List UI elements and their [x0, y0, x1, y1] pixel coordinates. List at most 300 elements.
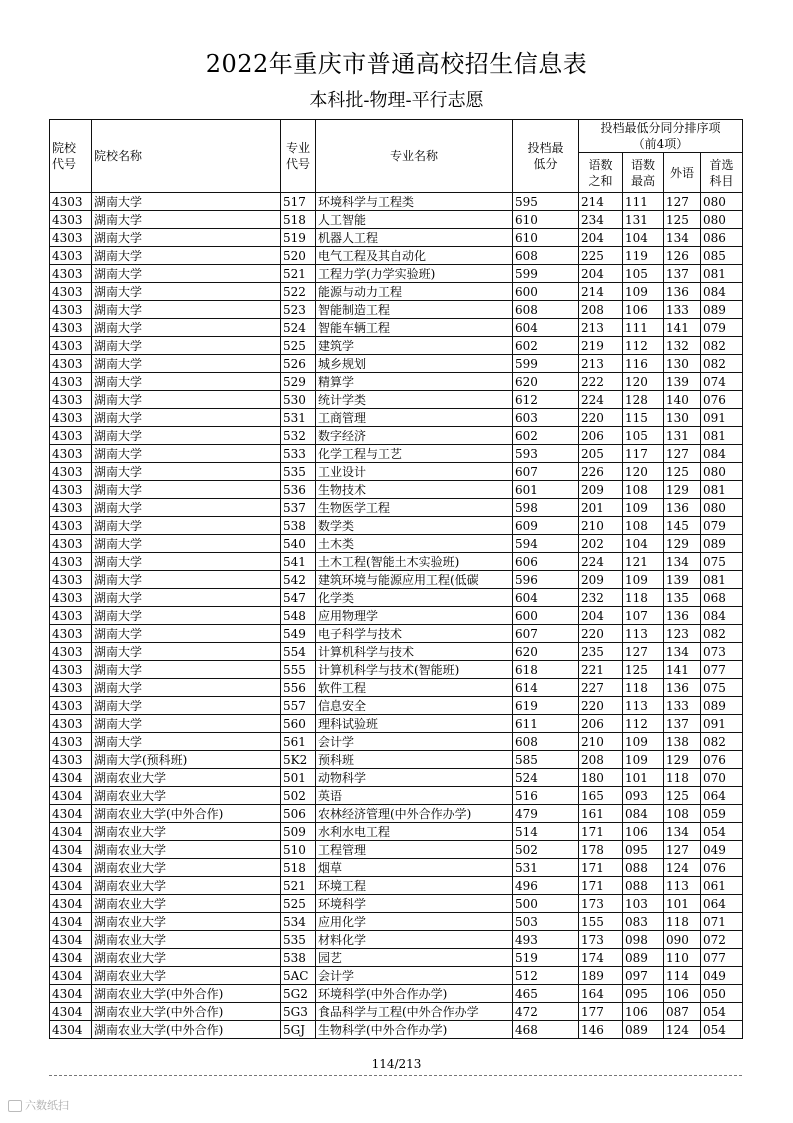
cell-first-subject: 054: [701, 1003, 743, 1021]
cell-min-score: 479: [513, 805, 579, 823]
cell-min-score: 602: [513, 427, 579, 445]
cell-foreign: 108: [664, 805, 701, 823]
cell-yushu-sum: 177: [579, 1003, 623, 1021]
cell-min-score: 604: [513, 319, 579, 337]
table-row: [50, 499, 743, 517]
cell-min-score: 514: [513, 823, 579, 841]
cell-first-subject: 082: [701, 733, 743, 751]
cell-foreign: 141: [664, 319, 701, 337]
cell-yushu-max: 105: [623, 265, 664, 283]
cell-yushu-sum: 171: [579, 877, 623, 895]
cell-school-name: 湖南大学: [92, 229, 281, 247]
table-row: [50, 391, 743, 409]
cell-major-code: 5G3: [281, 1003, 316, 1021]
cell-yushu-sum: 220: [579, 409, 623, 427]
table-row: [50, 769, 743, 787]
header-tie-group: 投档最低分同分排序项（前4项）: [579, 120, 743, 153]
cell-foreign: 124: [664, 1021, 701, 1039]
cell-major-code: 540: [281, 535, 316, 553]
cell-first-subject: 081: [701, 265, 743, 283]
cell-school-name: 湖南农业大学: [92, 841, 281, 859]
table-row: [50, 697, 743, 715]
cell-school-name: 湖南大学: [92, 517, 281, 535]
cell-foreign: 124: [664, 859, 701, 877]
cell-major-code: 532: [281, 427, 316, 445]
cell-yushu-sum: 174: [579, 949, 623, 967]
table-row: [50, 985, 743, 1003]
cell-foreign: 140: [664, 391, 701, 409]
header-first-subject: 首选科目: [701, 153, 743, 193]
cell-yushu-sum: 180: [579, 769, 623, 787]
cell-yushu-sum: 221: [579, 661, 623, 679]
cell-yushu-max: 093: [623, 787, 664, 805]
cell-foreign: 131: [664, 427, 701, 445]
cell-yushu-max: 097: [623, 967, 664, 985]
cell-major-code: 525: [281, 895, 316, 913]
cell-min-score: 618: [513, 661, 579, 679]
cell-foreign: 145: [664, 517, 701, 535]
cell-major-name: 工业设计: [316, 463, 513, 481]
cell-foreign: 132: [664, 337, 701, 355]
cell-school-name: 湖南大学: [92, 301, 281, 319]
cell-yushu-sum: 208: [579, 751, 623, 769]
cell-school-name: 湖南大学: [92, 463, 281, 481]
cell-major-name: 城乡规划: [316, 355, 513, 373]
cell-major-name: 环境科学(中外合作办学): [316, 985, 513, 1003]
cell-first-subject: 076: [701, 751, 743, 769]
cell-yushu-max: 121: [623, 553, 664, 571]
cell-major-code: 521: [281, 265, 316, 283]
cell-yushu-max: 089: [623, 949, 664, 967]
cell-foreign: 130: [664, 409, 701, 427]
cell-school-name: 湖南大学: [92, 409, 281, 427]
cell-major-code: 524: [281, 319, 316, 337]
cell-school-name: 湖南大学: [92, 337, 281, 355]
table-row: [50, 661, 743, 679]
cell-foreign: 126: [664, 247, 701, 265]
cell-major-code: 525: [281, 337, 316, 355]
cell-school-code: 4304: [50, 967, 92, 985]
cell-first-subject: 079: [701, 319, 743, 337]
cell-major-code: 555: [281, 661, 316, 679]
cell-school-code: 4304: [50, 841, 92, 859]
cell-major-name: 应用物理学: [316, 607, 513, 625]
cell-major-code: 554: [281, 643, 316, 661]
table-row: [50, 373, 743, 391]
cell-yushu-sum: 219: [579, 337, 623, 355]
cell-first-subject: 089: [701, 535, 743, 553]
cell-yushu-sum: 225: [579, 247, 623, 265]
cell-school-name: 湖南农业大学(中外合作): [92, 1021, 281, 1039]
cell-foreign: 129: [664, 535, 701, 553]
watermark: 六数纸扫: [8, 1097, 69, 1113]
cell-major-name: 工程力学(力学实验班): [316, 265, 513, 283]
cell-yushu-sum: 213: [579, 355, 623, 373]
cell-school-code: 4303: [50, 481, 92, 499]
cell-major-code: 517: [281, 193, 316, 211]
cell-yushu-sum: 202: [579, 535, 623, 553]
camera-icon: [8, 1100, 22, 1112]
cell-major-name: 生物技术: [316, 481, 513, 499]
cell-major-name: 环境科学与工程类: [316, 193, 513, 211]
cell-first-subject: 077: [701, 661, 743, 679]
table-row: [50, 445, 743, 463]
cell-school-code: 4303: [50, 427, 92, 445]
cell-major-code: 547: [281, 589, 316, 607]
cell-foreign: 134: [664, 553, 701, 571]
cell-min-score: 610: [513, 211, 579, 229]
cell-yushu-max: 098: [623, 931, 664, 949]
cell-min-score: 594: [513, 535, 579, 553]
cell-yushu-max: 120: [623, 463, 664, 481]
cell-major-code: 530: [281, 391, 316, 409]
cell-major-name: 计算机科学与技术(智能班): [316, 661, 513, 679]
table-row: [50, 589, 743, 607]
cell-school-code: 4303: [50, 661, 92, 679]
table-row: [50, 625, 743, 643]
cell-yushu-max: 127: [623, 643, 664, 661]
cell-first-subject: 064: [701, 787, 743, 805]
cell-major-code: 533: [281, 445, 316, 463]
cell-yushu-max: 106: [623, 1003, 664, 1021]
cell-foreign: 135: [664, 589, 701, 607]
cell-yushu-max: 109: [623, 283, 664, 301]
cell-first-subject: 089: [701, 697, 743, 715]
cell-first-subject: 091: [701, 409, 743, 427]
cell-school-code: 4303: [50, 283, 92, 301]
cell-major-name: 信息安全: [316, 697, 513, 715]
cell-min-score: 524: [513, 769, 579, 787]
cell-yushu-sum: 224: [579, 391, 623, 409]
cell-school-code: 4303: [50, 625, 92, 643]
page-subtitle: 本科批-物理-平行志愿: [309, 90, 484, 111]
table-row: [50, 211, 743, 229]
cell-school-code: 4303: [50, 301, 92, 319]
cell-yushu-max: 095: [623, 841, 664, 859]
cell-min-score: 595: [513, 193, 579, 211]
cell-yushu-sum: 235: [579, 643, 623, 661]
cell-school-name: 湖南农业大学(中外合作): [92, 1003, 281, 1021]
cell-yushu-max: 088: [623, 877, 664, 895]
cell-yushu-sum: 220: [579, 625, 623, 643]
cell-yushu-max: 120: [623, 373, 664, 391]
table-row: [50, 751, 743, 769]
cell-school-code: 4303: [50, 499, 92, 517]
cell-foreign: 134: [664, 643, 701, 661]
cell-foreign: 113: [664, 877, 701, 895]
cell-school-code: 4304: [50, 1003, 92, 1021]
cell-school-name: 湖南农业大学: [92, 823, 281, 841]
cell-foreign: 090: [664, 931, 701, 949]
cell-major-name: 烟草: [316, 859, 513, 877]
cell-major-code: 520: [281, 247, 316, 265]
cell-major-name: 理科试验班: [316, 715, 513, 733]
cell-major-code: 538: [281, 949, 316, 967]
cell-yushu-max: 109: [623, 499, 664, 517]
cell-first-subject: 070: [701, 769, 743, 787]
cell-foreign: 137: [664, 265, 701, 283]
table-row: [50, 805, 743, 823]
table-row: [50, 337, 743, 355]
cell-min-score: 512: [513, 967, 579, 985]
table-row: [50, 409, 743, 427]
cell-school-code: 4304: [50, 913, 92, 931]
cell-min-score: 612: [513, 391, 579, 409]
cell-first-subject: 080: [701, 193, 743, 211]
cell-foreign: 106: [664, 985, 701, 1003]
cell-major-name: 建筑环境与能源应用工程(低碳: [316, 571, 513, 589]
cell-first-subject: 082: [701, 625, 743, 643]
cell-major-code: 560: [281, 715, 316, 733]
cell-major-code: 509: [281, 823, 316, 841]
cell-yushu-max: 116: [623, 355, 664, 373]
cell-yushu-sum: 205: [579, 445, 623, 463]
cell-school-code: 4303: [50, 409, 92, 427]
cell-min-score: 496: [513, 877, 579, 895]
cell-foreign: 138: [664, 733, 701, 751]
header-foreign: 外语: [664, 153, 701, 193]
cell-school-name: 湖南大学: [92, 445, 281, 463]
cell-first-subject: 081: [701, 427, 743, 445]
cell-min-score: 608: [513, 733, 579, 751]
cell-school-code: 4303: [50, 553, 92, 571]
cell-school-code: 4303: [50, 643, 92, 661]
cell-school-code: 4303: [50, 265, 92, 283]
cell-major-code: 510: [281, 841, 316, 859]
cell-school-code: 4303: [50, 679, 92, 697]
table-row: [50, 715, 743, 733]
cell-school-code: 4303: [50, 391, 92, 409]
cell-yushu-max: 118: [623, 589, 664, 607]
cell-school-name: 湖南农业大学: [92, 877, 281, 895]
cell-foreign: 110: [664, 949, 701, 967]
cell-yushu-sum: 161: [579, 805, 623, 823]
table-row: [50, 859, 743, 877]
cell-major-name: 生物医学工程: [316, 499, 513, 517]
cell-school-code: 4303: [50, 715, 92, 733]
cell-min-score: 619: [513, 697, 579, 715]
cell-first-subject: 084: [701, 607, 743, 625]
cell-min-score: 593: [513, 445, 579, 463]
cell-major-name: 化学工程与工艺: [316, 445, 513, 463]
cell-major-name: 土木工程(智能土木实验班): [316, 553, 513, 571]
cell-school-code: 4304: [50, 769, 92, 787]
cell-major-name: 园艺: [316, 949, 513, 967]
cell-major-code: 548: [281, 607, 316, 625]
cell-school-name: 湖南农业大学: [92, 895, 281, 913]
cell-first-subject: 085: [701, 247, 743, 265]
cell-yushu-sum: 210: [579, 517, 623, 535]
table-row: [50, 517, 743, 535]
cell-major-name: 生物科学(中外合作办学): [316, 1021, 513, 1039]
cell-school-name: 湖南大学: [92, 679, 281, 697]
cell-min-score: 611: [513, 715, 579, 733]
cell-school-code: 4303: [50, 319, 92, 337]
cell-foreign: 127: [664, 193, 701, 211]
cell-school-name: 湖南农业大学: [92, 787, 281, 805]
table-row: [50, 643, 743, 661]
cell-school-code: 4304: [50, 949, 92, 967]
cell-first-subject: 064: [701, 895, 743, 913]
cell-yushu-max: 117: [623, 445, 664, 463]
table-row: [50, 229, 743, 247]
cell-first-subject: 089: [701, 301, 743, 319]
cell-school-code: 4303: [50, 751, 92, 769]
cell-school-name: 湖南农业大学: [92, 769, 281, 787]
cell-yushu-max: 106: [623, 823, 664, 841]
cell-foreign: 136: [664, 679, 701, 697]
cell-yushu-max: 107: [623, 607, 664, 625]
cell-school-code: 4304: [50, 787, 92, 805]
cell-major-code: 5G2: [281, 985, 316, 1003]
cell-major-code: 502: [281, 787, 316, 805]
cell-school-name: 湖南大学: [92, 211, 281, 229]
cell-school-name: 湖南农业大学(中外合作): [92, 985, 281, 1003]
table-row: [50, 301, 743, 319]
cell-major-name: 人工智能: [316, 211, 513, 229]
cell-foreign: 129: [664, 481, 701, 499]
cell-min-score: 607: [513, 625, 579, 643]
cell-school-code: 4304: [50, 931, 92, 949]
cell-foreign: 087: [664, 1003, 701, 1021]
cell-major-name: 工商管理: [316, 409, 513, 427]
cell-major-name: 智能制造工程: [316, 301, 513, 319]
cell-yushu-sum: 227: [579, 679, 623, 697]
cell-major-name: 水利水电工程: [316, 823, 513, 841]
cell-yushu-sum: 173: [579, 895, 623, 913]
header-yushu-max: 语数最高: [623, 153, 664, 193]
cell-first-subject: 076: [701, 859, 743, 877]
cell-school-name: 湖南大学: [92, 247, 281, 265]
cell-major-code: 506: [281, 805, 316, 823]
cell-min-score: 608: [513, 301, 579, 319]
cell-school-name: 湖南大学: [92, 733, 281, 751]
table-row: [50, 571, 743, 589]
cell-school-code: 4303: [50, 193, 92, 211]
cell-foreign: 134: [664, 823, 701, 841]
header-min-score: 投档最低分: [513, 120, 579, 193]
cell-yushu-sum: 222: [579, 373, 623, 391]
cell-yushu-sum: 209: [579, 571, 623, 589]
cell-min-score: 596: [513, 571, 579, 589]
cell-school-code: 4303: [50, 463, 92, 481]
cell-min-score: 472: [513, 1003, 579, 1021]
cell-major-name: 能源与动力工程: [316, 283, 513, 301]
bottom-divider: [49, 1075, 742, 1076]
cell-yushu-max: 109: [623, 733, 664, 751]
cell-major-name: 化学类: [316, 589, 513, 607]
cell-yushu-sum: 201: [579, 499, 623, 517]
cell-school-name: 湖南农业大学(中外合作): [92, 805, 281, 823]
cell-first-subject: 073: [701, 643, 743, 661]
cell-major-name: 软件工程: [316, 679, 513, 697]
cell-yushu-max: 104: [623, 535, 664, 553]
cell-school-name: 湖南大学: [92, 661, 281, 679]
cell-major-code: 5GJ: [281, 1021, 316, 1039]
cell-yushu-sum: 214: [579, 193, 623, 211]
cell-min-score: 604: [513, 589, 579, 607]
cell-min-score: 516: [513, 787, 579, 805]
cell-major-name: 动物科学: [316, 769, 513, 787]
cell-yushu-max: 089: [623, 1021, 664, 1039]
cell-yushu-max: 095: [623, 985, 664, 1003]
cell-school-code: 4303: [50, 445, 92, 463]
cell-min-score: 609: [513, 517, 579, 535]
table-row: [50, 193, 743, 211]
cell-school-code: 4303: [50, 535, 92, 553]
cell-major-name: 电子科学与技术: [316, 625, 513, 643]
cell-first-subject: 082: [701, 355, 743, 373]
cell-school-name: 湖南大学: [92, 319, 281, 337]
header-major-name: 专业名称: [316, 120, 513, 193]
cell-yushu-sum: 173: [579, 931, 623, 949]
cell-school-name: 湖南大学: [92, 283, 281, 301]
cell-min-score: 500: [513, 895, 579, 913]
cell-first-subject: 084: [701, 445, 743, 463]
table-row: [50, 679, 743, 697]
cell-yushu-sum: 213: [579, 319, 623, 337]
cell-yushu-max: 108: [623, 481, 664, 499]
cell-first-subject: 077: [701, 949, 743, 967]
cell-major-name: 农林经济管理(中外合作办学): [316, 805, 513, 823]
cell-school-code: 4303: [50, 517, 92, 535]
cell-major-name: 智能车辆工程: [316, 319, 513, 337]
cell-first-subject: 050: [701, 985, 743, 1003]
cell-first-subject: 074: [701, 373, 743, 391]
cell-major-code: 518: [281, 211, 316, 229]
cell-yushu-sum: 226: [579, 463, 623, 481]
cell-school-name: 湖南大学: [92, 355, 281, 373]
cell-school-name: 湖南农业大学: [92, 931, 281, 949]
cell-yushu-sum: 206: [579, 427, 623, 445]
cell-min-score: 620: [513, 643, 579, 661]
cell-min-score: 603: [513, 409, 579, 427]
cell-yushu-sum: 224: [579, 553, 623, 571]
table-row: [50, 1003, 743, 1021]
cell-first-subject: 082: [701, 337, 743, 355]
cell-min-score: 601: [513, 481, 579, 499]
cell-foreign: 125: [664, 211, 701, 229]
cell-yushu-max: 113: [623, 697, 664, 715]
cell-first-subject: 080: [701, 463, 743, 481]
cell-major-code: 557: [281, 697, 316, 715]
cell-min-score: 610: [513, 229, 579, 247]
cell-major-name: 机器人工程: [316, 229, 513, 247]
cell-school-code: 4303: [50, 733, 92, 751]
header-school-name: 院校名称: [92, 120, 281, 193]
cell-yushu-max: 106: [623, 301, 664, 319]
cell-school-name: 湖南大学: [92, 715, 281, 733]
admission-table: [49, 119, 743, 1039]
cell-min-score: 614: [513, 679, 579, 697]
cell-yushu-max: 115: [623, 409, 664, 427]
cell-major-code: 542: [281, 571, 316, 589]
cell-school-name: 湖南农业大学: [92, 913, 281, 931]
cell-foreign: 139: [664, 571, 701, 589]
cell-foreign: 134: [664, 229, 701, 247]
cell-min-score: 602: [513, 337, 579, 355]
cell-major-name: 环境工程: [316, 877, 513, 895]
cell-min-score: 607: [513, 463, 579, 481]
cell-school-code: 4304: [50, 859, 92, 877]
cell-min-score: 608: [513, 247, 579, 265]
cell-major-code: 5K2: [281, 751, 316, 769]
table-row: [50, 733, 743, 751]
cell-major-name: 会计学: [316, 967, 513, 985]
cell-foreign: 136: [664, 283, 701, 301]
cell-yushu-max: 109: [623, 571, 664, 589]
cell-min-score: 503: [513, 913, 579, 931]
